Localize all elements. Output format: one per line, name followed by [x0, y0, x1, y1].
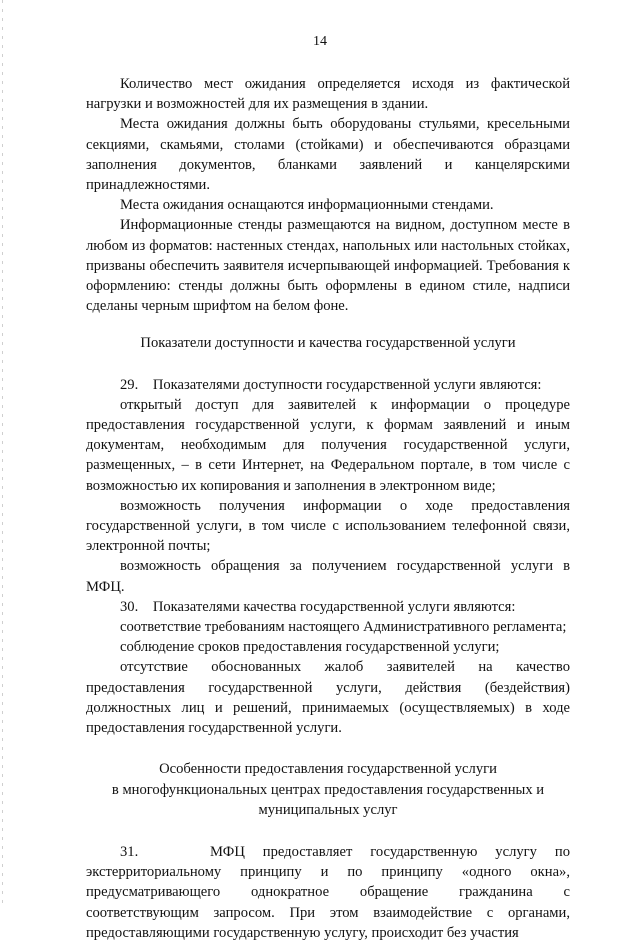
section-heading: Показатели доступности и качества государственной услуги [140, 335, 516, 352]
document-body [86, 74, 570, 943]
paragraph: открытый доступ для заявителей к информации о процедуре предоставления государственной услуги, к формам заявлений и иным документам, необходимым для получения государственной услуги, размещенных, – в сети Интернет, на Федеральном портале, в том числе с возможностью их копирования и заполнения в электронном виде; [86, 396, 570, 494]
paragraph: отсутствие обоснованных жалоб заявителей на качество предоставления государственной услуги, действия (бездействия) должностных лиц и решений, принимаемых (осуществляемых) в ходе предоставления государственной услуги. [86, 659, 570, 737]
paragraph: 31. МФЦ предоставляет государственную услугу по экстерриториальному принципу и по принципу «одного окна», предусматривающего однократное обращение гражданина с соответствующим запросом. При этом взаимодействие с органами, предоставляющими государственную услугу, происходит без участия [86, 843, 570, 941]
paragraph: возможность получения информации о ходе предоставления государственной услуги, в том числе с использованием телефонной связи, электронной почты; [86, 497, 570, 555]
paragraph: возможность обращения за получением государственной услуги в МФЦ. [86, 558, 570, 595]
heading-line: муниципальных услуг [258, 801, 398, 818]
scan-edge [2, 0, 3, 905]
heading-line: в многофункциональных центрах предоставления государственных и [111, 781, 545, 798]
paragraph: 29. Показателями доступности государственной услуги являются: [120, 376, 542, 393]
section-heading [86, 759, 570, 820]
heading-line: Особенности предоставления государственной услуги [159, 761, 497, 778]
paragraph: соблюдение сроков предоставления государственной услуги; [120, 639, 500, 656]
paragraph: Информационные стенды размещаются на видном, доступном месте в любом из форматов: настенных стендах, напольных или настольных стойках, призваны обеспечить заявителя исчерпывающей информацией. Требования к оформлению: стенды должны быть оформлены в едином стиле, надписи сделаны черным шрифтом на белом фоне. [86, 217, 570, 315]
paragraph: соответствие требованиям настоящего Административного регламента; [120, 619, 567, 636]
paragraph: Места ожидания оснащаются информационными стендами. [120, 197, 494, 214]
paragraph: 30. Показателями качества государственной услуги являются: [120, 598, 516, 615]
paragraph: Места ожидания должны быть оборудованы стульями, кресельными секциями, скамьями, столами (стойками) и обеспечиваются образцами заполнения документов, бланками заявлений и канцелярскими принадлежностями. [86, 116, 570, 194]
page-number: 14 [313, 34, 327, 49]
paragraph: Количество мест ожидания определяется исходя из фактической нагрузки и возможностей для их размещения в здании. [86, 76, 570, 113]
